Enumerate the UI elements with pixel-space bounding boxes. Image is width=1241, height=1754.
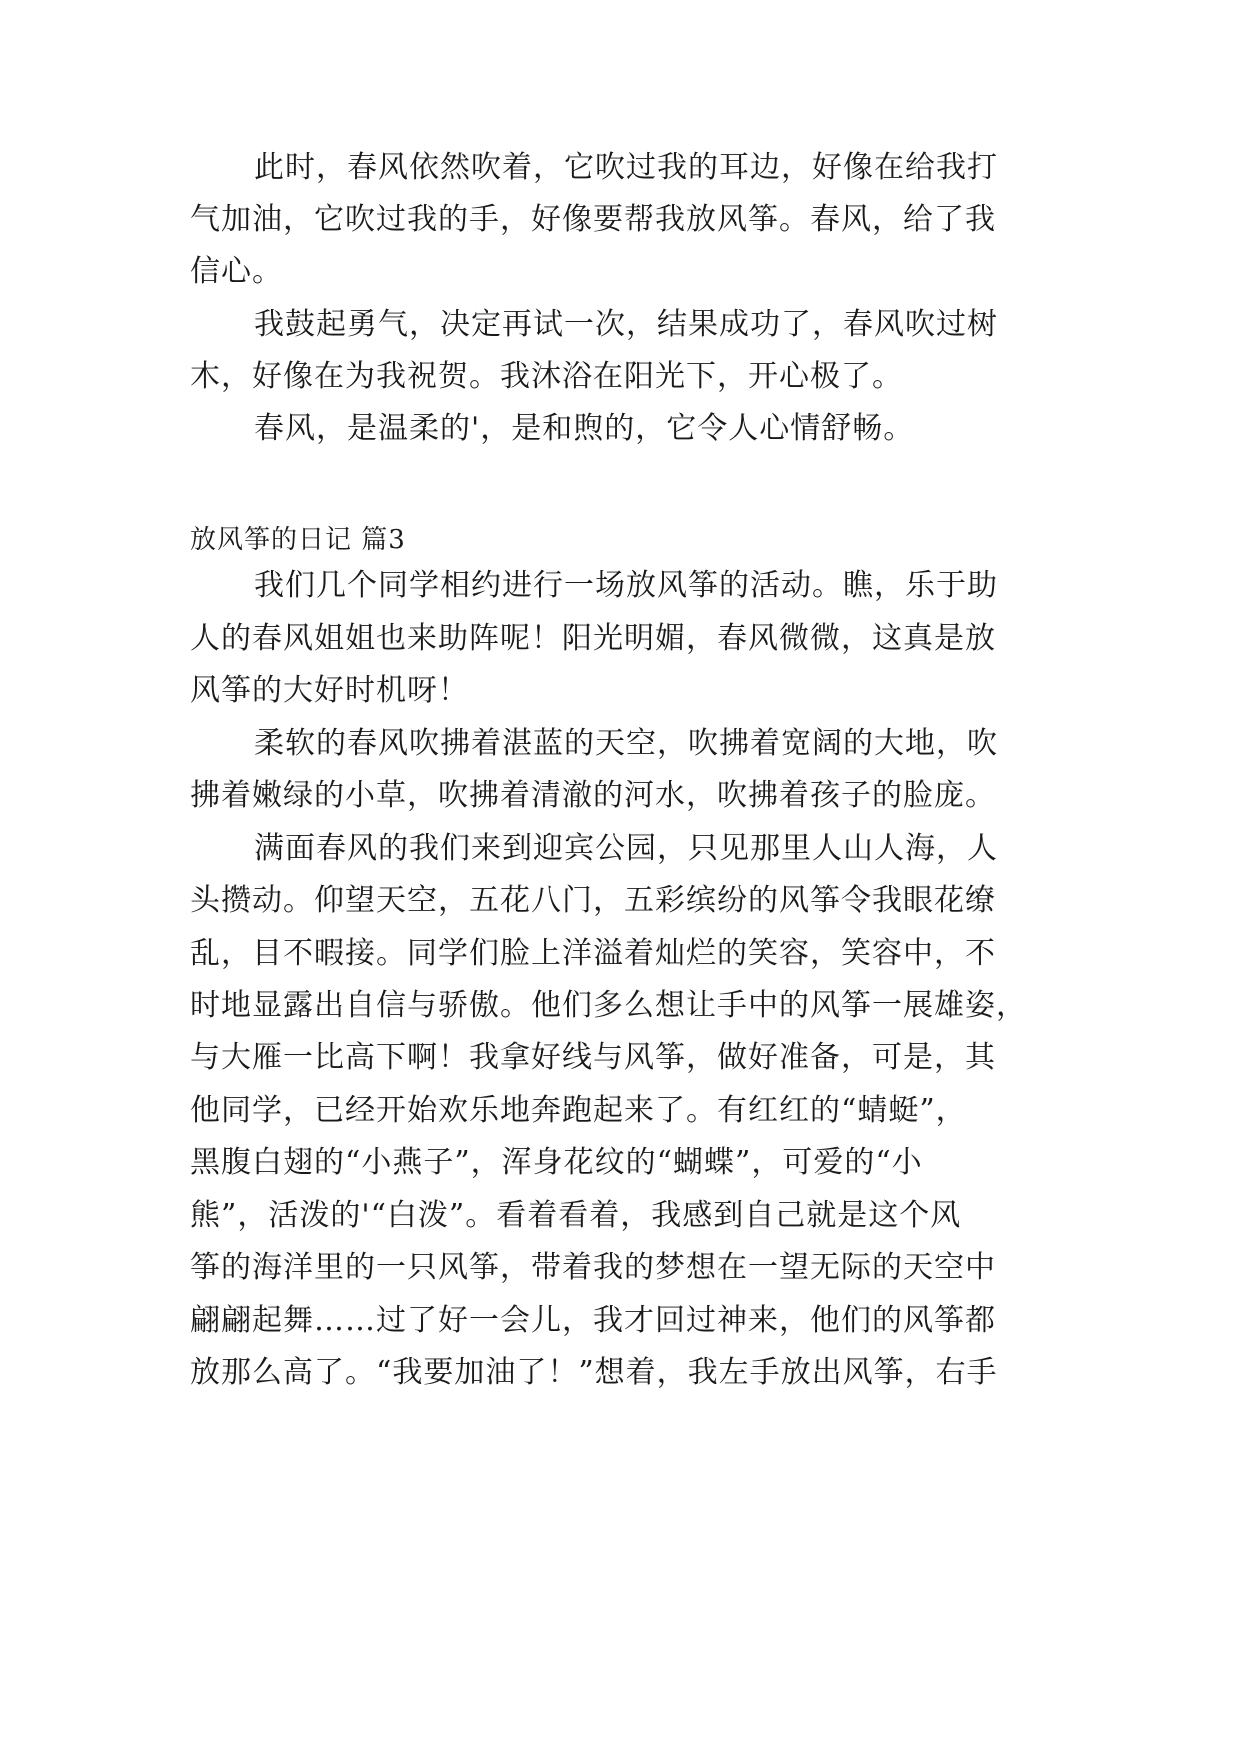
paragraph-line: 满面春风的我们来到迎宾公园，只见那里人山人海，人 bbox=[254, 831, 998, 866]
paragraph-line: 熊”，活泼的'“白泼”。看着看着，我感到自己就是这个风 bbox=[190, 1198, 962, 1233]
paragraph-line: 翩翩起舞……过了好一会儿，我才回过神来，他们的风筝都 bbox=[190, 1303, 996, 1338]
paragraph-line: 柔软的春风吹拂着湛蓝的天空，吹拂着宽阔的大地，吹 bbox=[254, 726, 998, 761]
paragraph-line: 信心。 bbox=[190, 254, 283, 289]
paragraph-line: 他同学，已经开始欢乐地奔跑起来了。有红红的“蜻蜓”， bbox=[190, 1093, 967, 1128]
paragraph-line: 与大雁一比高下啊！我拿好线与风筝，做好准备，可是，其 bbox=[190, 1040, 996, 1075]
paragraph-line: 拂着嫩绿的小草，吹拂着清澈的河水，吹拂着孩子的脸庞。 bbox=[190, 778, 996, 813]
paragraph-line: 风筝的大好时机呀！ bbox=[190, 673, 469, 708]
paragraph-line: 气加油，它吹过我的手，好像要帮我放风筝。春风，给了我 bbox=[190, 202, 996, 237]
paragraph-line: 黑腹白翅的“小燕子”，浑身花纹的“蝴蝶”，可爱的“小 bbox=[190, 1145, 923, 1180]
paragraph-line: 筝的海洋里的一只风筝，带着我的梦想在一望无际的天空中 bbox=[190, 1250, 996, 1285]
paragraph-line: 头攒动。仰望天空，五花八门，五彩缤纷的风筝令我眼花缭 bbox=[190, 883, 996, 918]
section-heading: 放风筝的日记 篇3 bbox=[190, 525, 406, 555]
paragraph-line: 春风，是温柔的'，是和煦的，它令人心情舒畅。 bbox=[254, 411, 915, 446]
paragraph-line: 人的春风姐姐也来助阵呢！阳光明媚，春风微微，这真是放 bbox=[190, 621, 996, 656]
paragraph-line: 放那么高了。“我要加油了！”想着，我左手放出风筝，右手 bbox=[190, 1355, 998, 1390]
paragraph-line: 木，好像在为我祝贺。我沐浴在阳光下，开心极了。 bbox=[190, 359, 903, 394]
paragraph-line: 时地显露出自信与骄傲。他们多么想让手中的风筝一展雄姿， bbox=[190, 988, 1027, 1023]
paragraph-line: 我鼓起勇气，决定再试一次，结果成功了，春风吹过树 bbox=[254, 307, 998, 342]
paragraph-line: 此时，春风依然吹着，它吹过我的耳边，好像在给我打 bbox=[254, 150, 998, 185]
paragraph-line: 乱，目不暇接。同学们脸上洋溢着灿烂的笑容，笑容中，不 bbox=[190, 936, 996, 971]
paragraph-line: 我们几个同学相约进行一场放风筝的活动。瞧，乐于助 bbox=[254, 568, 998, 603]
